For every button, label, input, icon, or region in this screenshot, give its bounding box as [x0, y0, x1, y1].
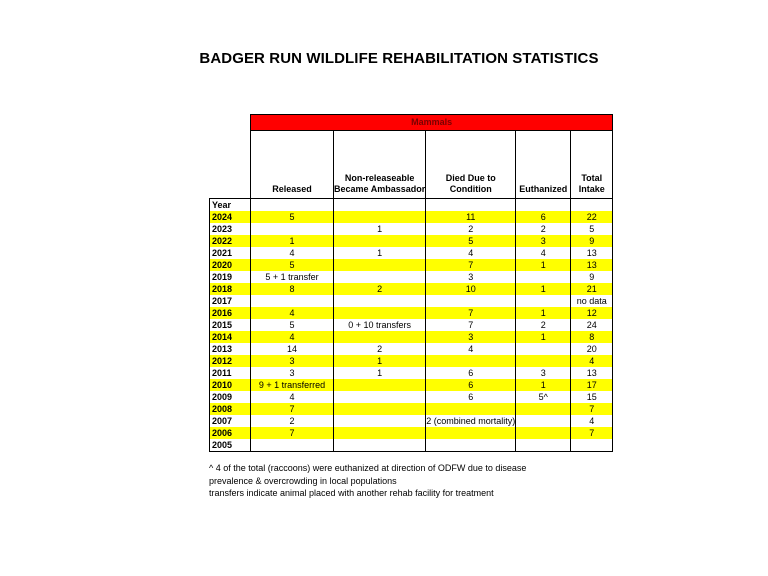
ambassador-cell: 2 [334, 283, 426, 295]
released-cell: 3 [251, 355, 334, 367]
euthanized-cell [516, 427, 571, 439]
total-cell: 17 [571, 379, 613, 391]
euthanized-cell [516, 343, 571, 355]
header-nonreleaseable-line1: Non-releaseable [344, 173, 415, 183]
year-cell: 2020 [210, 259, 251, 271]
table-row [210, 271, 613, 283]
ambassador-cell [334, 439, 426, 452]
died-cell [426, 295, 516, 307]
ambassador-cell [334, 427, 426, 439]
released-cell: 7 [251, 427, 334, 439]
euthanized-cell: 2 [516, 223, 571, 235]
table-row [210, 403, 613, 415]
year-cell: 2018 [210, 283, 251, 295]
released-cell: 9 + 1 transferred [251, 379, 334, 391]
ambassador-cell [334, 271, 426, 283]
year-cell: 2021 [210, 247, 251, 259]
died-cell [426, 427, 516, 439]
year-cell: 2019 [210, 271, 251, 283]
total-cell: 13 [571, 259, 613, 271]
died-cell [426, 355, 516, 367]
ambassador-cell [334, 259, 426, 271]
died-cell: 6 [426, 391, 516, 403]
table-row [210, 247, 613, 259]
died-cell: 10 [426, 283, 516, 295]
released-cell: 3 [251, 367, 334, 379]
header-nonreleaseable-line2: Became Ambassador [334, 184, 426, 194]
died-cell: 7 [426, 307, 516, 319]
released-cell: 4 [251, 391, 334, 403]
year-cell: 2010 [210, 379, 251, 391]
total-cell: 20 [571, 343, 613, 355]
total-cell: 4 [571, 355, 613, 367]
footnotes [209, 462, 526, 500]
year-cell: 2013 [210, 343, 251, 355]
ambassador-cell [334, 415, 426, 427]
table-row [210, 391, 613, 403]
year-cell: 2009 [210, 391, 251, 403]
table-row [210, 259, 613, 271]
year-cell: 2015 [210, 319, 251, 331]
year-cell: 2006 [210, 427, 251, 439]
released-cell: 2 [251, 415, 334, 427]
year-row-blank [571, 199, 613, 212]
table-row [210, 211, 613, 223]
released-cell: 5 [251, 211, 334, 223]
year-cell: 2023 [210, 223, 251, 235]
year-cell: 2017 [210, 295, 251, 307]
died-cell: 6 [426, 367, 516, 379]
euthanized-cell: 2 [516, 319, 571, 331]
header-euthanized: Euthanized [516, 131, 571, 199]
page-title: BADGER RUN WILDLIFE REHABILITATION STATISTICS [199, 50, 599, 67]
total-cell: 9 [571, 271, 613, 283]
total-cell: 22 [571, 211, 613, 223]
ambassador-cell [334, 235, 426, 247]
total-cell: 13 [571, 247, 613, 259]
total-cell: 5 [571, 223, 613, 235]
died-cell: 6 [426, 379, 516, 391]
year-row-blank [426, 199, 516, 212]
year-cell: 2016 [210, 307, 251, 319]
euthanized-cell: 3 [516, 235, 571, 247]
table-row [210, 427, 613, 439]
table-row [210, 319, 613, 331]
empty-corner [210, 115, 251, 131]
died-cell: 11 [426, 211, 516, 223]
died-cell: 4 [426, 343, 516, 355]
euthanized-cell: 1 [516, 259, 571, 271]
died-cell: 4 [426, 247, 516, 259]
euthanized-cell: 3 [516, 367, 571, 379]
euthanized-cell [516, 295, 571, 307]
column-header-row [210, 131, 613, 199]
died-cell: 3 [426, 331, 516, 343]
euthanized-cell: 6 [516, 211, 571, 223]
table-row [210, 283, 613, 295]
ambassador-cell [334, 379, 426, 391]
released-cell: 5 [251, 319, 334, 331]
total-cell: 4 [571, 415, 613, 427]
total-cell: 21 [571, 283, 613, 295]
table-row [210, 439, 613, 452]
ambassador-cell [334, 391, 426, 403]
total-cell: 24 [571, 319, 613, 331]
year-label-row [210, 199, 613, 212]
euthanized-cell: 5^ [516, 391, 571, 403]
year-cell: 2005 [210, 439, 251, 452]
died-cell: 5 [426, 235, 516, 247]
released-cell: 4 [251, 307, 334, 319]
euthanized-cell [516, 403, 571, 415]
released-cell [251, 295, 334, 307]
died-cell: 7 [426, 259, 516, 271]
table-row [210, 235, 613, 247]
euthanized-cell: 1 [516, 331, 571, 343]
empty-corner-2 [210, 131, 251, 199]
euthanized-cell [516, 271, 571, 283]
euthanized-cell: 1 [516, 283, 571, 295]
table-row [210, 355, 613, 367]
year-cell: 2014 [210, 331, 251, 343]
header-released: Released [251, 131, 334, 199]
ambassador-cell [334, 331, 426, 343]
released-cell: 8 [251, 283, 334, 295]
released-cell: 4 [251, 331, 334, 343]
header-died [426, 131, 516, 199]
table-row [210, 295, 613, 307]
year-cell: 2007 [210, 415, 251, 427]
year-cell: 2022 [210, 235, 251, 247]
total-cell [571, 439, 613, 452]
total-cell: no data [571, 295, 613, 307]
released-cell: 7 [251, 403, 334, 415]
euthanized-cell: 1 [516, 379, 571, 391]
ambassador-cell: 0 + 10 transfers [334, 319, 426, 331]
released-cell: 4 [251, 247, 334, 259]
footnote-1: ^ 4 of the total (raccoons) were euthanized at direction of ODFW due to disease [209, 463, 527, 473]
year-cell: 2011 [210, 367, 251, 379]
total-cell: 7 [571, 427, 613, 439]
total-cell: 15 [571, 391, 613, 403]
mammals-header: Mammals [251, 115, 613, 131]
group-header-row [210, 115, 613, 131]
died-cell [426, 403, 516, 415]
statistics-table [209, 114, 613, 452]
year-row-blank [334, 199, 426, 212]
header-nonreleaseable [334, 131, 426, 199]
total-cell: 8 [571, 331, 613, 343]
euthanized-cell: 1 [516, 307, 571, 319]
died-cell: 2 (combined mortality) [426, 416, 516, 426]
ambassador-cell [334, 307, 426, 319]
header-died-line1: Died Due to [445, 173, 496, 183]
header-total-line1: Total [581, 173, 603, 183]
total-cell: 7 [571, 403, 613, 415]
footnote-2: prevalence & overcrowding in local populations [209, 475, 397, 486]
table-row [210, 343, 613, 355]
died-cell: 3 [426, 271, 516, 283]
died-cell: 7 [426, 319, 516, 331]
ambassador-cell: 2 [334, 343, 426, 355]
released-cell: 5 [251, 259, 334, 271]
ambassador-cell [334, 403, 426, 415]
table-row [210, 379, 613, 391]
euthanized-cell [516, 439, 571, 452]
died-cell [426, 439, 516, 452]
died-cell: 2 [426, 223, 516, 235]
ambassador-cell: 1 [334, 367, 426, 379]
table-row [210, 307, 613, 319]
ambassador-cell: 1 [334, 223, 426, 235]
year-cell: 2024 [210, 211, 251, 223]
released-cell [251, 223, 334, 235]
released-cell: 5 + 1 transfer [251, 271, 334, 283]
total-cell: 9 [571, 235, 613, 247]
released-cell [251, 439, 334, 452]
year-row-blank [516, 199, 571, 212]
released-cell: 1 [251, 235, 334, 247]
released-cell: 14 [251, 343, 334, 355]
header-died-line2: Condition [449, 184, 492, 194]
euthanized-cell: 4 [516, 247, 571, 259]
table-row [210, 331, 613, 343]
footnote-3: transfers indicate animal placed with another rehab facility for treatment [209, 488, 494, 498]
year-cell: 2008 [210, 403, 251, 415]
ambassador-cell: 1 [334, 247, 426, 259]
total-cell: 13 [571, 367, 613, 379]
year-row-blank [251, 199, 334, 212]
euthanized-cell [516, 415, 571, 427]
table-row [210, 367, 613, 379]
ambassador-cell [334, 211, 426, 223]
header-total-line2: Intake [578, 184, 605, 194]
ambassador-cell: 1 [334, 355, 426, 367]
table-row [210, 223, 613, 235]
table-row [210, 415, 613, 427]
year-label: Year [210, 199, 251, 212]
euthanized-cell [516, 355, 571, 367]
header-total [571, 131, 613, 199]
year-cell: 2012 [210, 355, 251, 367]
total-cell: 12 [571, 307, 613, 319]
ambassador-cell [334, 295, 426, 307]
